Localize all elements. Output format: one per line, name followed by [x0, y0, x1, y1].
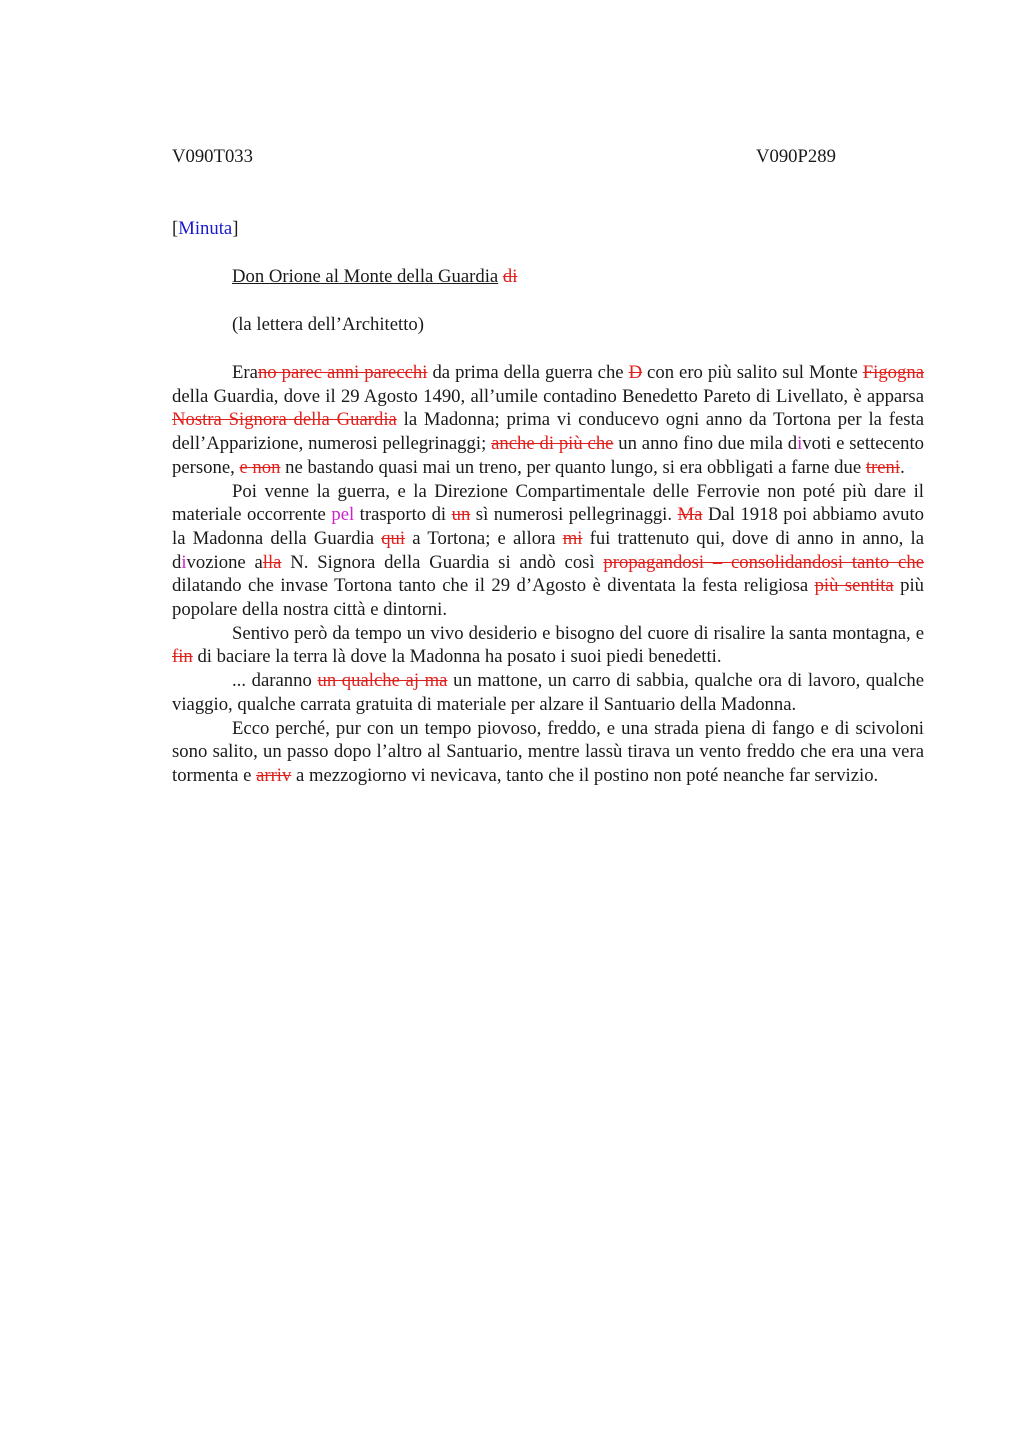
paragraph-text: la Madonna; prima vi conducevo ogni anno da Tortona per la festa dell’Apparizione, numerosi pellegrinaggi;: [172, 409, 924, 455]
paragraph-text: di baciare la terra là dove la Madonna ha posato i suoi piedi benedetti.: [192, 646, 722, 668]
document-code-left: V090T033: [172, 146, 253, 167]
draft-note: [172, 218, 238, 240]
deleted-text: arriv: [256, 764, 292, 786]
inserted-text: i: [181, 551, 187, 573]
draft-note-close-bracket: ]: [232, 218, 239, 239]
paragraph-text: Poi venne la guerra, e la Direzione Compartimentale delle Ferrovie non poté più dare il materiale occorrente: [172, 480, 924, 526]
paragraph-text: fui trattenuto qui, dove di anno in anno, la d: [172, 527, 924, 573]
paragraph-text: da prima della guerra che: [427, 362, 629, 383]
deleted-text: no parec anni parecchi: [257, 362, 428, 383]
letter-paragraph: [172, 361, 924, 480]
paragraph-text: trasporto di: [354, 504, 452, 526]
deleted-text: qui: [381, 527, 406, 549]
inserted-text: i: [797, 433, 803, 455]
letter-paragraph: [172, 669, 924, 716]
paragraph-text: N. Signora della Guardia si andò così: [281, 551, 604, 573]
document-subtitle: (la lettera dell’Architetto): [232, 314, 424, 335]
letter-paragraph: [172, 717, 924, 788]
deleted-text: un qualche aj ma: [317, 670, 448, 692]
page-header: [172, 146, 924, 170]
document-code-right: V090P289: [756, 146, 836, 167]
paragraph-text: della Guardia, dove il 29 Agosto 1490, all’umile contadino Benedetto Pareto di Livellato, è apparsa: [172, 385, 924, 407]
deleted-text: e non: [239, 456, 281, 478]
deleted-text: mi: [562, 527, 583, 549]
document-title: [232, 266, 517, 288]
draft-note-open-bracket: [: [172, 218, 179, 239]
deleted-text: più sentita: [814, 575, 894, 597]
deleted-text: anche di più che: [491, 433, 614, 455]
paragraph-text: voti e settecento persone,: [172, 433, 924, 478]
paragraph-text: un mattone, un carro di sabbia, qualche ora di lavoro, qualche viaggio, qualche carrata gratuita di materiale per alzare il Santuario della Madonna.: [172, 670, 925, 715]
deleted-text: Nostra Signora della Guardia: [172, 409, 397, 431]
letter-paragraph: [172, 622, 924, 669]
paragraph-text: ne bastando quasi mai un treno, per quanto lungo, si era obbligati a farne due: [280, 456, 866, 478]
paragraph-text: ... daranno: [232, 670, 318, 692]
deleted-text: un: [451, 504, 471, 526]
paragraph-text: più popolare della nostra città e dintorni.: [172, 575, 924, 621]
paragraph-text: Sentivo però da tempo un vivo desiderio e bisogno del cuore di risalire la santa montagna, e: [232, 622, 924, 644]
paragraph-text: Era: [232, 362, 258, 383]
deleted-text: D: [628, 362, 643, 383]
inserted-text: pel: [331, 504, 355, 526]
deleted-text: treni: [865, 456, 901, 478]
paragraph-text: dilatando che invase Tortona tanto che il 29 d’Agosto è diventata la festa religiosa: [172, 575, 815, 597]
paragraph-text: Ecco perché, pur con un tempo piovoso, freddo, e una strada piena di fango e di scivoloni sono salito, un passo dopo l’altro al Santuario, mentre lassù tirava un vento freddo che era una vera tormenta e: [172, 717, 924, 786]
paragraph-text: vozione a: [186, 551, 263, 573]
paragraph-text: un anno fino due mila d: [613, 433, 798, 455]
document-title-deletion: di: [502, 266, 518, 287]
paragraph-text: a Tortona; e allora: [405, 527, 563, 549]
deleted-text: Figogna: [862, 362, 925, 383]
paragraph-text: .: [900, 456, 905, 478]
paragraph-text: a mezzogiorno vi nevicava, tanto che il postino non poté neanche far servizio.: [291, 764, 879, 786]
paragraph-text: Dal 1918 poi abbiamo avuto la Madonna della Guardia: [172, 504, 925, 549]
document-title-main: Don Orione al Monte della Guardia: [232, 266, 499, 287]
deleted-text: Ma: [677, 504, 703, 526]
draft-note-word: Minuta: [178, 218, 233, 239]
letter-paragraph: [172, 480, 924, 622]
deleted-text: lla: [262, 551, 282, 573]
paragraph-text: con ero più salito sul Monte: [642, 362, 863, 383]
deleted-text: fin: [172, 646, 193, 668]
paragraph-text: sì numerosi pellegrinaggi.: [470, 504, 678, 526]
letter-body: [172, 361, 924, 788]
deleted-text: propagandosi – consolidandosi tanto che: [603, 551, 924, 573]
